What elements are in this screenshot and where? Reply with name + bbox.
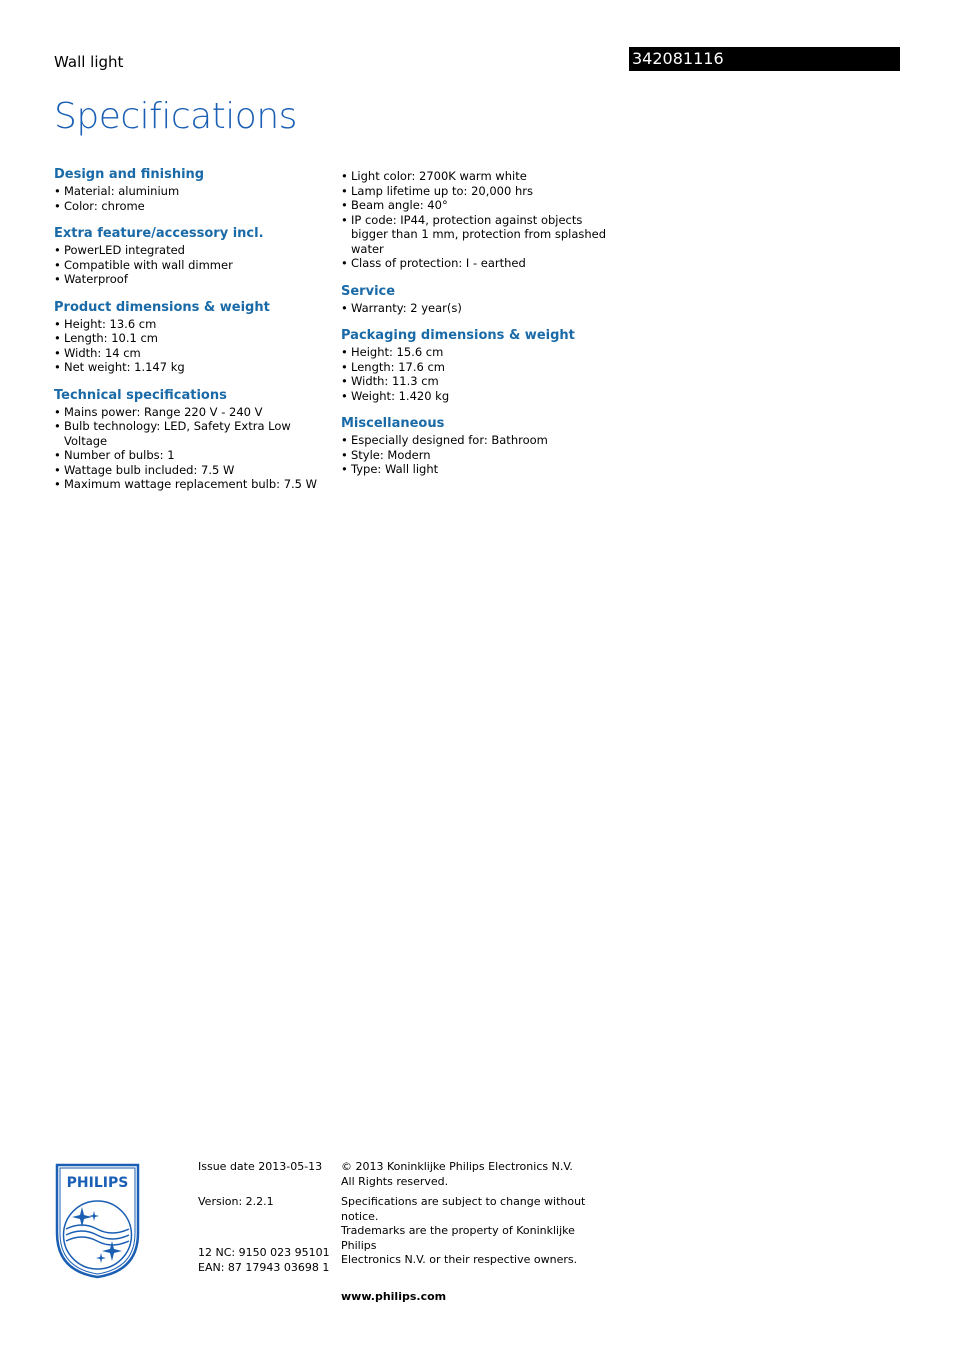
notice-line-2: Trademarks are the property of Koninklijke Philips — [341, 1224, 575, 1252]
notice-line-3: Electronics N.V. or their respective owners. — [341, 1253, 578, 1266]
spec-item: • Width: 14 cm — [54, 346, 334, 361]
section-heading: Extra feature/accessory incl. — [54, 226, 264, 241]
notice-line-1: Specifications are subject to change without notice. — [341, 1195, 586, 1223]
spec-item: • Waterproof — [54, 272, 334, 287]
spec-list — [54, 317, 334, 375]
footer-meta — [198, 1160, 338, 1275]
page-title: Specifications — [54, 96, 297, 137]
spec-list — [341, 301, 621, 316]
spec-section — [54, 388, 334, 492]
ean-code: EAN: 87 17943 03698 1 — [198, 1260, 330, 1274]
spec-section — [54, 300, 334, 375]
spec-item: • Length: 10.1 cm — [54, 331, 334, 346]
spec-item: • Net weight: 1.147 kg — [54, 360, 334, 375]
spec-item: • Length: 17.6 cm — [341, 360, 621, 375]
right-spec-column — [341, 169, 621, 490]
spec-item: • Lamp lifetime up to: 20,000 hrs — [341, 184, 621, 199]
section-heading: Technical specifications — [54, 387, 227, 403]
spec-item: • Beam angle: 40° — [341, 198, 621, 213]
section-heading: Product dimensions & weight — [54, 299, 270, 315]
spec-item: • Width: 11.3 cm — [341, 374, 621, 389]
spec-item: • Compatible with wall dimmer — [54, 258, 334, 273]
spec-section — [341, 416, 621, 477]
logo-brand-text: PHILIPS — [66, 1175, 129, 1191]
spec-item: • Color: chrome — [54, 199, 334, 214]
spec-item: • Number of bulbs: 1 — [54, 448, 334, 463]
spec-item: • Weight: 1.420 kg — [341, 389, 621, 404]
issue-date: Issue date 2013-05-13 — [198, 1160, 323, 1173]
section-heading: Service — [341, 283, 396, 299]
copyright-line-2: All Rights reserved. — [341, 1174, 449, 1188]
spec-item: • Especially designed for: Bathroom — [341, 433, 621, 448]
spec-item: • Height: 15.6 cm — [341, 345, 621, 360]
version: Version: 2.2.1 — [198, 1194, 274, 1208]
spec-section — [54, 226, 334, 287]
copyright-line-1: © 2013 Koninklijke Philips Electronics N.V. — [341, 1160, 573, 1173]
philips-shield-logo-icon — [54, 1163, 141, 1279]
spec-list — [341, 433, 621, 477]
spec-list — [54, 405, 334, 492]
spec-item: • Style: Modern — [341, 448, 621, 463]
spec-item: • Mains power: Range 220 V - 240 V — [54, 405, 334, 420]
spec-item: • Wattage bulb included: 7.5 W — [54, 463, 334, 478]
spec-item: • Bulb technology: LED, Safety Extra Low Voltage — [54, 419, 334, 448]
model-number-bar: 342081116 — [629, 47, 900, 71]
spec-item: • Material: aluminium — [54, 184, 334, 199]
spec-list — [54, 184, 334, 213]
website-link[interactable]: www.philips.com — [341, 1289, 447, 1303]
left-spec-column — [54, 167, 334, 505]
spec-item: • IP code: IP44, protection against objects bigger than 1 mm, protection from splashed water — [341, 213, 621, 257]
spec-item: • Type: Wall light — [341, 462, 621, 477]
spec-item: • Height: 13.6 cm — [54, 317, 334, 332]
spec-section — [341, 169, 621, 271]
spec-item: • PowerLED integrated — [54, 243, 334, 258]
spec-section — [54, 167, 334, 213]
spec-item: • Warranty: 2 year(s) — [341, 301, 621, 316]
footer-legal — [341, 1160, 601, 1304]
spec-list — [54, 243, 334, 287]
spec-list — [341, 345, 621, 403]
spec-list — [341, 169, 621, 271]
nc-code: 12 NC: 9150 023 95101 — [198, 1246, 330, 1259]
spec-section — [341, 328, 621, 403]
section-heading: Design and finishing — [54, 167, 205, 182]
spec-item: • Light color: 2700K warm white — [341, 169, 621, 184]
spec-section — [341, 284, 621, 316]
spec-item: • Class of protection: I - earthed — [341, 256, 621, 271]
section-heading: Packaging dimensions & weight — [341, 328, 575, 343]
section-heading: Miscellaneous — [341, 416, 445, 431]
spec-item: • Maximum wattage replacement bulb: 7.5 W — [54, 477, 334, 492]
product-type: Wall light — [54, 53, 124, 71]
